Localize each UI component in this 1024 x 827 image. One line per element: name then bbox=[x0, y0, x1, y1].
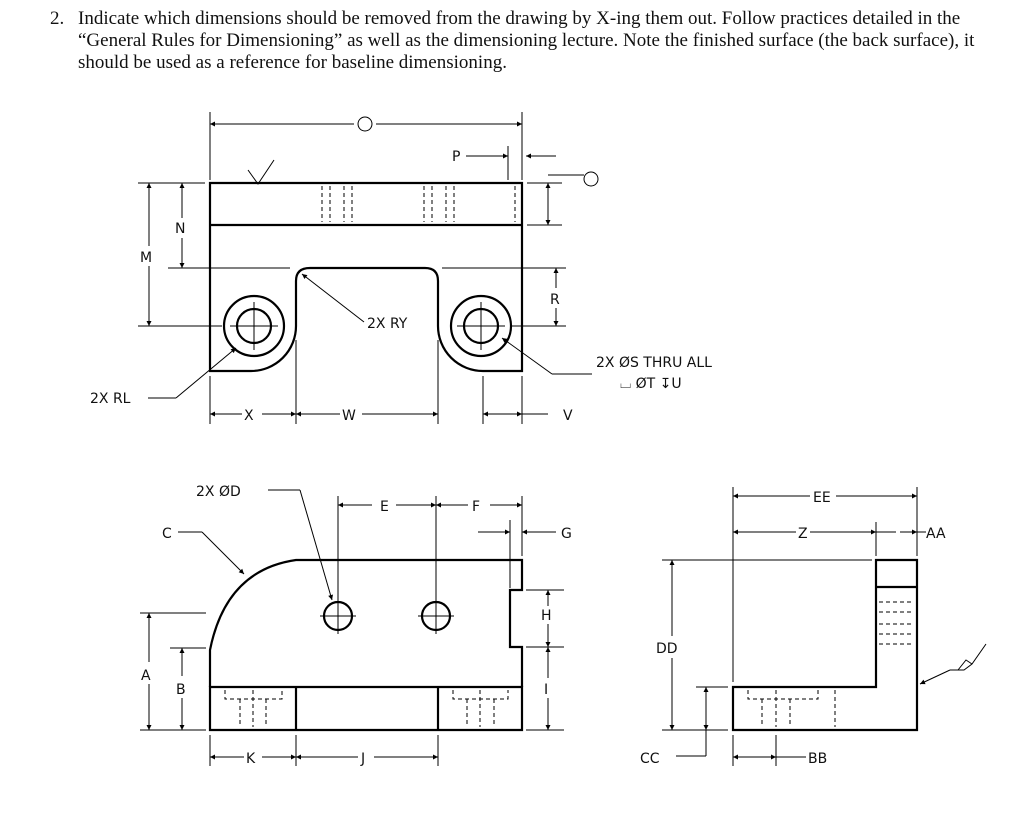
side-view-outline bbox=[733, 560, 917, 730]
dim-Z bbox=[733, 522, 876, 556]
right-hole bbox=[451, 296, 511, 356]
label-Z: Z bbox=[798, 526, 808, 542]
dim-J bbox=[296, 735, 438, 767]
question-number: 2. bbox=[50, 8, 65, 29]
label-F: F bbox=[472, 499, 481, 515]
label-R: R bbox=[550, 292, 560, 308]
label-DD: DD bbox=[656, 641, 678, 657]
label-S-line2: ⌴ ØT ↧U bbox=[620, 376, 682, 392]
label-EE: EE bbox=[813, 490, 831, 506]
dim-W bbox=[296, 340, 438, 424]
dim-G bbox=[478, 520, 572, 588]
label-P: P bbox=[452, 149, 461, 165]
dim-RL bbox=[90, 348, 236, 407]
label-A: A bbox=[141, 668, 151, 684]
dim-Q bbox=[527, 172, 598, 225]
left-hole bbox=[224, 296, 284, 356]
label-N: N bbox=[175, 221, 186, 237]
dim-O bbox=[210, 112, 522, 180]
label-K: K bbox=[246, 751, 256, 767]
label-H: H bbox=[541, 608, 552, 624]
dim-CC bbox=[640, 687, 728, 767]
label-B: B bbox=[176, 682, 186, 698]
front-view bbox=[140, 484, 572, 767]
dim-R bbox=[442, 268, 566, 326]
label-C: C bbox=[162, 526, 172, 542]
label-CC: CC bbox=[640, 751, 660, 767]
dim-V bbox=[483, 376, 573, 424]
dim-P bbox=[452, 146, 556, 180]
label-X: X bbox=[244, 408, 254, 424]
dim-E bbox=[338, 496, 436, 598]
dim-D bbox=[196, 484, 332, 600]
dim-EE bbox=[733, 487, 917, 682]
dim-BB bbox=[733, 735, 827, 767]
dim-C bbox=[162, 526, 244, 574]
dim-A bbox=[140, 613, 206, 730]
front-view-outline bbox=[210, 687, 522, 730]
front-hole-right bbox=[418, 598, 454, 634]
top-view bbox=[90, 112, 712, 424]
side-view-hidden-lines bbox=[748, 602, 914, 727]
label-BB: BB bbox=[808, 751, 828, 767]
label-AA: AA bbox=[926, 526, 946, 542]
dim-DD bbox=[656, 560, 872, 730]
dim-I bbox=[526, 647, 564, 730]
dim-AA bbox=[876, 526, 946, 542]
dim-B bbox=[170, 648, 206, 730]
dim-X bbox=[210, 340, 296, 424]
side-surface-finish bbox=[920, 644, 986, 684]
dim-S bbox=[502, 338, 712, 392]
label-W: W bbox=[342, 408, 356, 424]
label-V: V bbox=[563, 408, 573, 424]
top-view-hidden-holes bbox=[322, 186, 515, 222]
front-hole-left bbox=[320, 598, 356, 634]
side-view bbox=[640, 487, 986, 767]
front-view-hidden-counterbores bbox=[225, 690, 508, 727]
label-J: J bbox=[361, 751, 366, 767]
dim-H bbox=[526, 590, 564, 647]
dim-RY bbox=[302, 274, 408, 332]
dim-F bbox=[436, 496, 522, 556]
label-I: I bbox=[544, 682, 549, 698]
label-G: G bbox=[561, 526, 572, 542]
surface-finish-icon bbox=[248, 160, 274, 184]
label-M: M bbox=[140, 250, 153, 266]
label-RY: 2X RY bbox=[367, 316, 408, 332]
label-RL: 2X RL bbox=[90, 391, 131, 407]
label-S-line1: 2X ØS THRU ALL bbox=[596, 355, 712, 371]
label-E: E bbox=[380, 499, 389, 515]
question-body: Indicate which dimensions should be removed from the drawing by X-ing them out. Follow practices detailed in the “General Rules for Dimensioning” as well as the dimensioning lecture. Note the finished surface (the back surface), it should be used as a reference for baseline dimensioning. bbox=[78, 8, 975, 73]
dim-K bbox=[210, 735, 296, 767]
label-D: 2X ØD bbox=[196, 484, 241, 500]
